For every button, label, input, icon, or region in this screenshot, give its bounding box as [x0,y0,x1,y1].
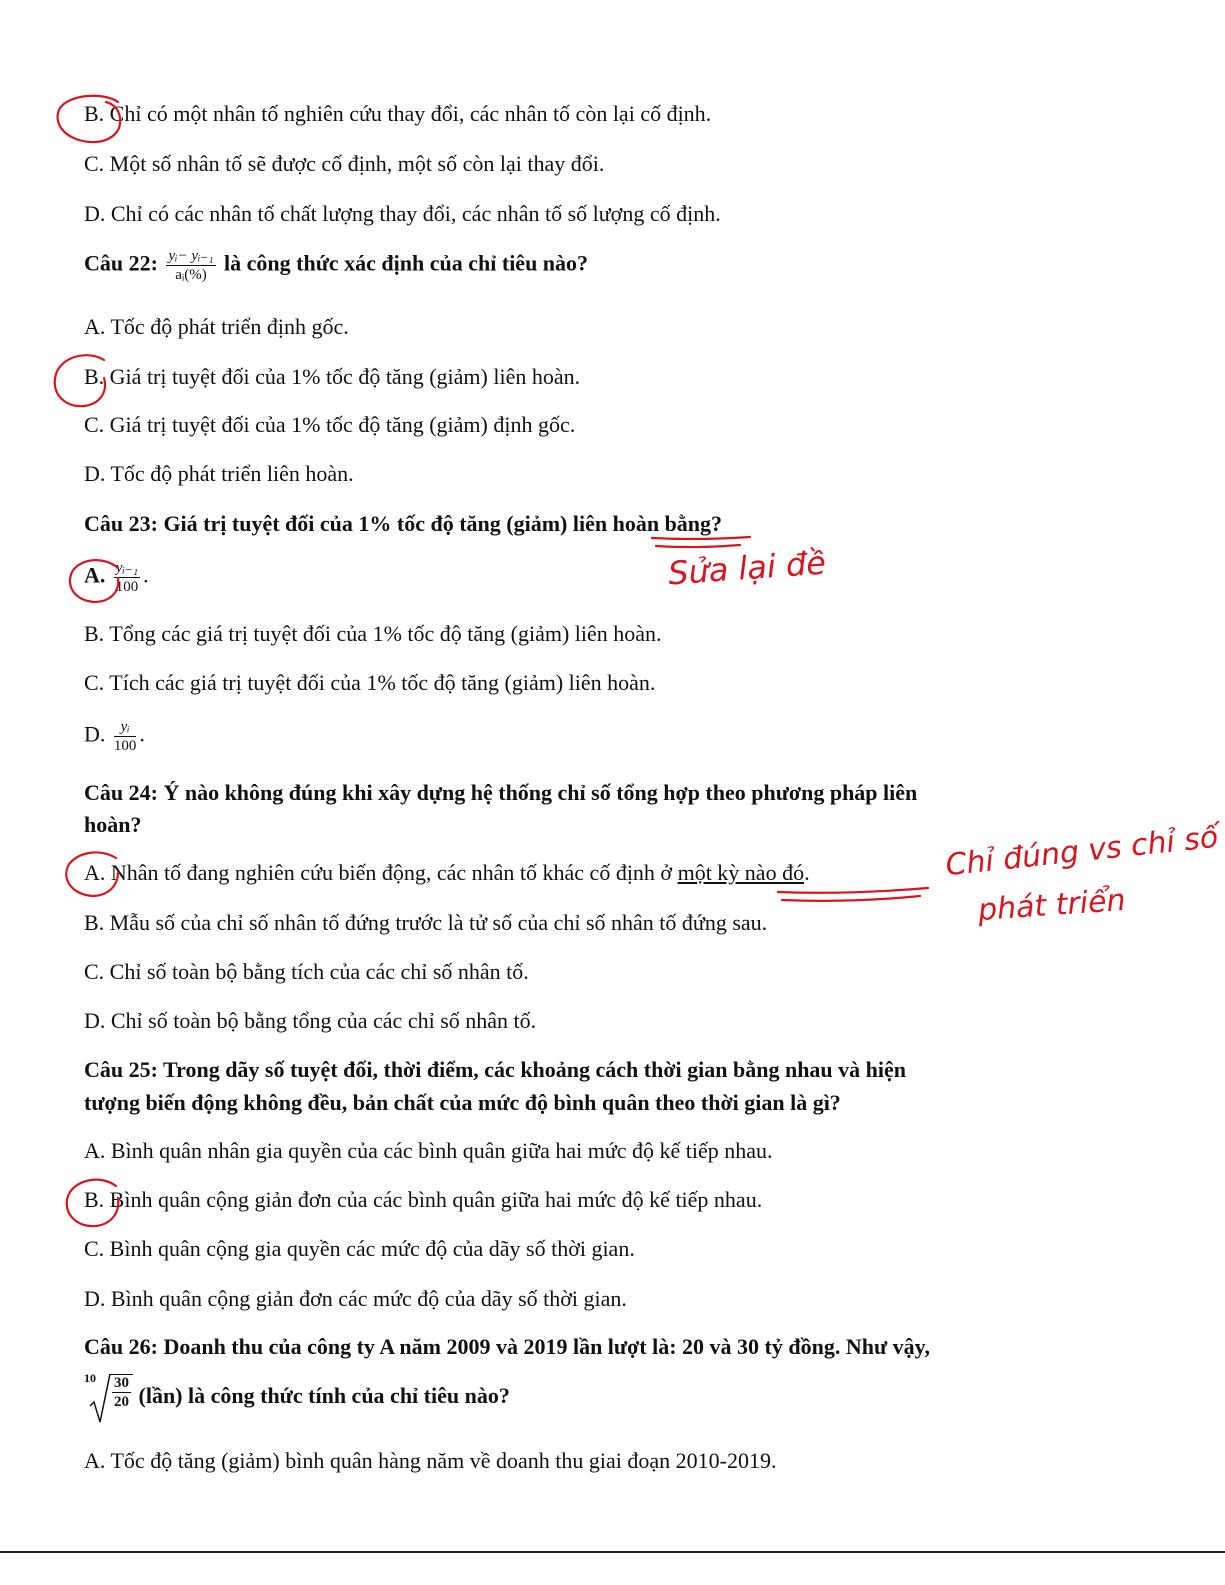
q24-option-c: C. Chỉ số toàn bộ bằng tích của các chỉ số nhân tố. [84,959,529,984]
q23-option-d: D. $\frac{\text{yᵢ}}{100}$ . [84,719,145,754]
q26-option-a: A. Tốc độ tăng (giảm) bình quân hàng năm về doanh thu giai đoạn 2010-2019. [84,1448,777,1473]
fraction-numerator: yᵢ₋₁ [115,560,139,576]
root-numerator: 30 [114,1375,129,1391]
period: . [804,860,810,885]
nth-root-formula [84,1372,133,1424]
q24-option-a [84,858,810,888]
option-label: A. [84,562,106,588]
q24-option-b: B. Mẫu số của chỉ số nhân tố đứng trước là tử số của chỉ số nhân tố đứng sau. [84,910,768,935]
handwritten-note-q23: Sửa lại đề [666,543,828,593]
formula-fraction [166,248,215,283]
q22-option-d: D. Tốc độ phát triển liên hoàn. [84,461,354,486]
option-d-fraction [114,719,137,754]
question-24-line2: hoàn? [84,812,142,837]
question-text: (lần) là công thức tính của chỉ tiêu nào? [138,1383,510,1409]
option-b-prev: B. Chỉ có một nhân tố nghiên cứu thay đổi, các nhân tố còn lại cố định. [84,101,712,126]
question-26-line1: Câu 26: Doanh thu của công ty A năm 2009 và 2019 lần lượt là: 20 và 30 tỷ đồng. Như vậy, [84,1334,930,1359]
question-22 [84,248,588,283]
question-25-line1: Câu 25: Trong dãy số tuyệt đối, thời điểm, các khoảng cách thời gian bằng nhau và hiện [84,1057,907,1082]
q22-option-c: C. Giá trị tuyệt đối của 1% tốc độ tăng (giảm) định gốc. [84,412,576,437]
question-text: là công thức xác định của chỉ tiêu nào? [224,250,589,276]
question-23 [84,509,722,539]
question-text: Câu 23: Giá trị tuyệt đối của 1% tốc độ tăng (giảm) [84,511,573,536]
q25-option-b: B. Bình quân cộng giản đơn của các bình quân giữa hai mức độ kế tiếp nhau. [84,1187,763,1212]
fraction-numerator: yᵢ [114,719,137,737]
option-a-fraction [114,560,140,595]
underline-stroke-icon [782,896,920,901]
underline-stroke-icon [778,888,928,893]
fraction-denominator: 100 [115,579,139,595]
root-denominator: 20 [114,1394,129,1410]
q24-option-d: D. Chỉ số toàn bộ bằng tổng của các chỉ số nhân tố. [84,1008,537,1033]
option-d-prev: D. Chỉ có các nhân tố chất lượng thay đổi, các nhân tố số lượng cố định. [84,201,721,226]
q23-option-a: A. $\frac{\text{yᵢ₋₁}}{100}$ . [84,560,149,595]
question-text-end: bằng? [659,511,723,536]
root-index: 10 [84,1371,96,1385]
option-text: A. Nhân tố đang nghiên cứu biến động, các nhân tố khác cố định ở [84,860,678,885]
question-label: Câu 22: [84,250,158,276]
page-bottom-rule [0,1551,1225,1553]
question-25-line2: tượng biến động không đều, bản chất của mức độ bình quân theo thời gian là gì? [84,1090,841,1115]
underline-stroke-icon [656,545,740,547]
q22-option-a: A. Tốc độ phát triển định gốc. [84,314,349,339]
q23-option-b: B. Tổng các giá trị tuyệt đối của 1% tốc độ tăng (giảm) liên hoàn. [84,621,662,646]
underlined-phrase: một kỳ nào đó [677,860,805,885]
q23-option-c: C. Tích các giá trị tuyệt đối của 1% tốc độ tăng (giảm) liên hoàn. [84,670,656,695]
handwritten-note-q24-line1: Chỉ đúng vs chỉ số [943,819,1220,884]
q22-option-b: B. Giá trị tuyệt đối của 1% tốc độ tăng (giảm) liên hoàn. [84,364,581,389]
q25-option-a: A. Bình quân nhân gia quyền của các bình quân giữa hai mức độ kế tiếp nhau. [84,1138,773,1163]
radical-sign-icon [84,1372,114,1424]
question-24-line1: Câu 24: Ý nào không đúng khi xây dựng hệ thống chỉ số tổng hợp theo phương pháp liên [84,780,918,805]
question-26-line2 [84,1372,510,1424]
underlined-phrase: liên hoàn [572,511,660,536]
q25-option-d: D. Bình quân cộng giản đơn các mức độ của dãy số thời gian. [84,1286,627,1311]
formula-denominator: aᵢ(%) [175,267,207,283]
formula-numerator: yᵢ− yᵢ₋₁ [168,248,214,264]
handwritten-note-q24-line2: phát triển [976,882,1127,929]
q25-option-c: C. Bình quân cộng gia quyền các mức độ của dãy số thời gian. [84,1236,635,1261]
option-c-prev: C. Một số nhân tố sẽ được cố định, một số còn lại thay đổi. [84,151,605,176]
fraction-denominator: 100 [113,738,137,754]
option-label: D. [84,721,106,747]
